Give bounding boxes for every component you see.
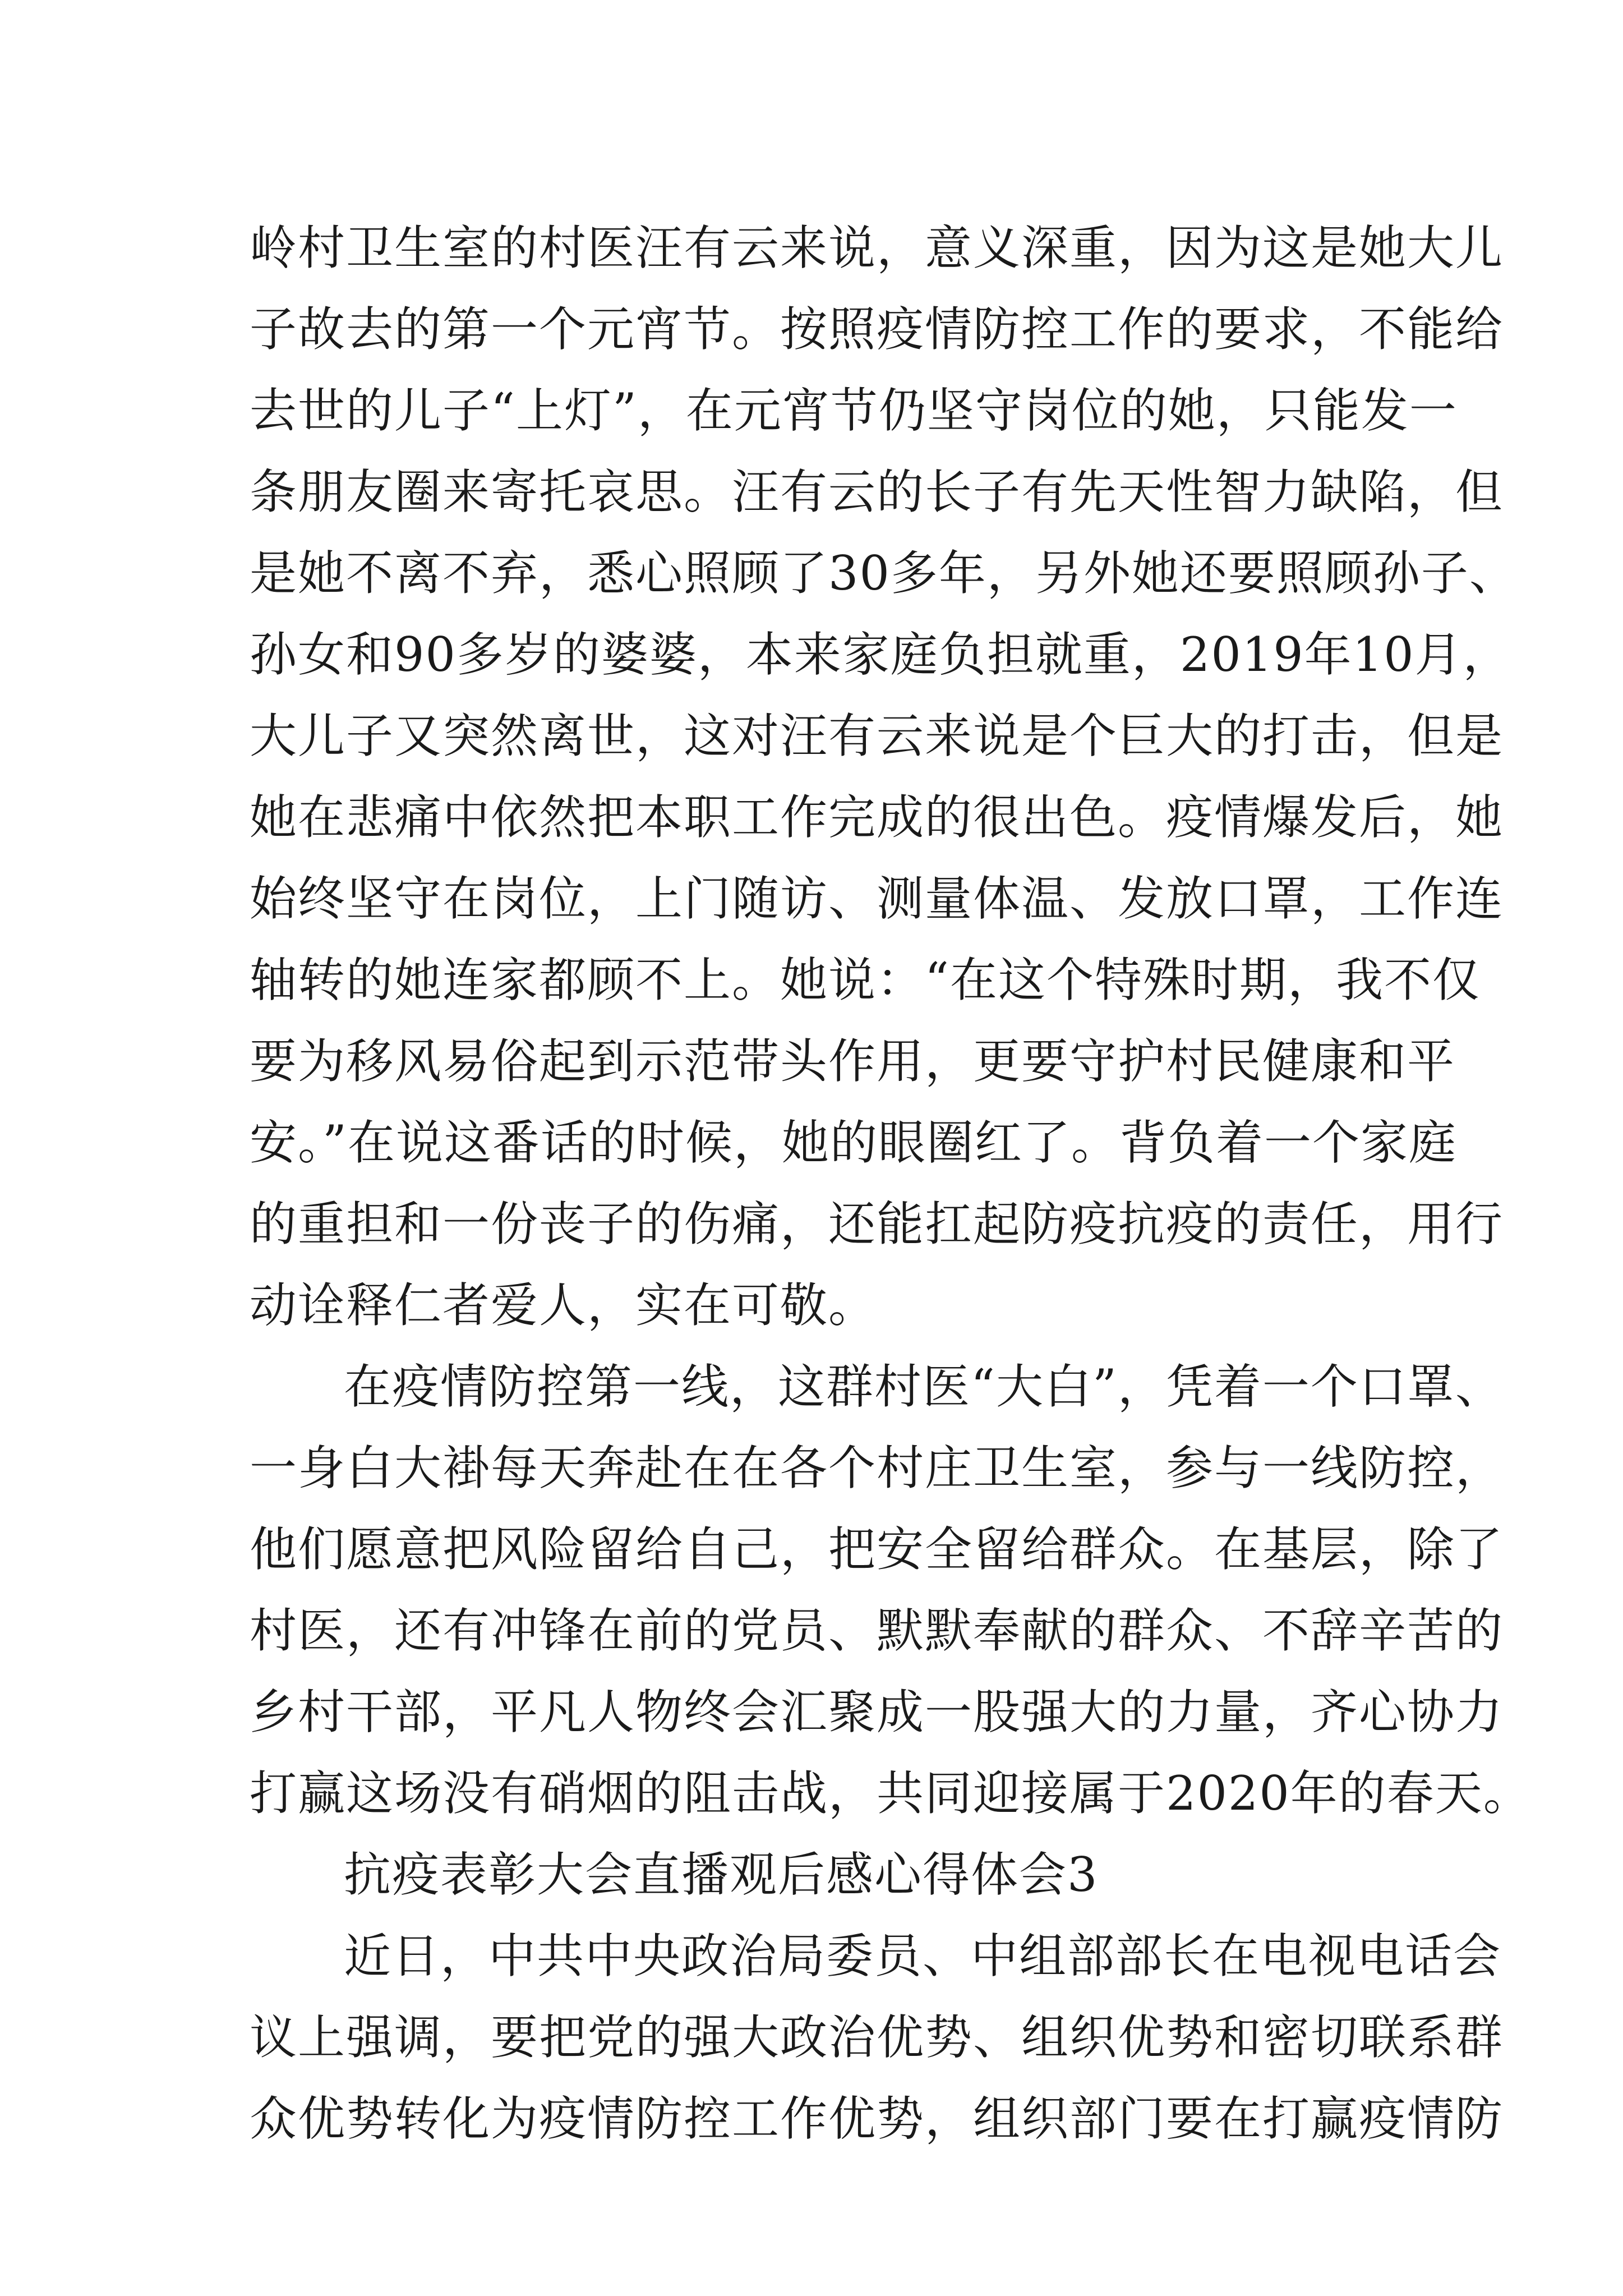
text-line: 大儿子又突然离世，这对汪有云来说是个巨大的打击，但是 — [250, 708, 1504, 763]
text-line: 一身白大褂每天奔赴在在各个村庄卫生室，参与一线防控， — [250, 1441, 1504, 1496]
text-line: 去世的儿子“上灯”，在元宵节仍坚守岗位的她，只能发一 — [250, 383, 1458, 438]
text-line: 是她不离不弃，悉心照顾了30多年，另外她还要照顾孙子、 — [250, 546, 1518, 601]
text-line: 始终坚守在岗位，上门随访、测量体温、发放口罩，工作连 — [250, 871, 1504, 926]
text-line: 要为移风易俗起到示范带头作用，更要守护村民健康和平 — [250, 1034, 1456, 1089]
text-line: 孙女和90多岁的婆婆，本来家庭负担就重，2019年10月， — [250, 627, 1511, 682]
text-line: 她在悲痛中依然把本职工作完成的很出色。疫情爆发后，她 — [250, 790, 1504, 845]
text-line: 议上强调，要把党的强大政治优势、组织优势和密切联系群 — [250, 2010, 1504, 2065]
text-line: 轴转的她连家都顾不上。她说：“在这个特殊时期，我不仅 — [250, 953, 1481, 1007]
text-line: 村医，还有冲锋在前的党员、默默奉献的群众、不辞辛苦的 — [250, 1603, 1504, 1658]
text-line: 动诠释仁者爱人，实在可敬。 — [250, 1278, 877, 1333]
text-line: 在疫情防控第一线，这群村医“大白”，凭着一个口罩、 — [344, 1359, 1504, 1414]
text-line: 打赢这场没有硝烟的阻击战，共同迎接属于2020年的春天。 — [250, 1766, 1532, 1821]
text-line: 抗疫表彰大会直播观后感心得体会3 — [344, 1847, 1099, 1902]
text-line: 的重担和一份丧子的伤痛，还能扛起防疫抗疫的责任，用行 — [250, 1197, 1504, 1251]
text-line: 众优势转化为疫情防控工作优势，组织部门要在打赢疫情防 — [250, 2091, 1504, 2146]
text-line: 乡村干部，平凡人物终会汇聚成一股强大的力量，齐心协力 — [250, 1685, 1504, 1740]
text-line: 条朋友圈来寄托哀思。汪有云的长子有先天性智力缺陷，但 — [250, 464, 1504, 519]
body-text — [250, 208, 1532, 2160]
text-line: 子故去的第一个元宵节。按照疫情防控工作的要求，不能给 — [250, 302, 1504, 357]
text-line: 他们愿意把风险留给自己，把安全留给群众。在基层，除了 — [250, 1522, 1504, 1577]
text-line: 安。”在说这番话的时候，她的眼圈红了。背负着一个家庭 — [250, 1115, 1457, 1170]
text-line: 近日，中共中央政治局委员、中组部部长在电视电话会 — [344, 1929, 1502, 1984]
text-line: 岭村卫生室的村医汪有云来说，意义深重，因为这是她大儿 — [250, 220, 1504, 275]
